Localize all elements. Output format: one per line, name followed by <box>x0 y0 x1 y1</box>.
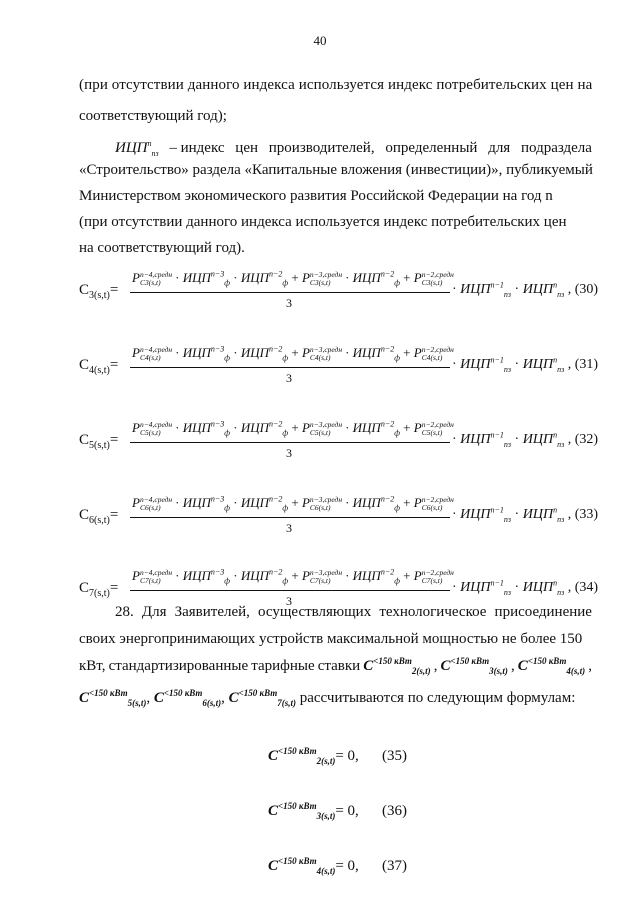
word: осуществляющих <box>258 604 372 620</box>
word: тарифные <box>251 658 315 674</box>
equation-37 <box>268 858 359 875</box>
icp-pz-symbol: $ИЦП^n_{пз}$ <box>115 139 159 158</box>
formula-denominator: 3 <box>286 521 292 535</box>
paragraph-line: своих энергопринимающих устройств максимальной мощностью не более 150 <box>79 631 583 647</box>
formula-tail: · $ИЦП^{n-1}_{пз} \cdot ИЦП^n_{пз}$ , (34) <box>452 578 599 597</box>
formula-lhs: $C_{3(s,t)}=$ <box>79 282 119 301</box>
rate-symbol: $C^{<150 кВт}_{6(s,t)}$ <box>153 688 222 708</box>
word: кВт, <box>79 658 106 674</box>
paragraph-line: Министерством экономического развития Российской Федерации на год n <box>79 188 553 204</box>
formula-number: (30) <box>574 282 599 297</box>
paragraph-28-line3: кВт, стандартизированные тарифные ставки $C^{<150 кВт}_{2(s,t)}$ , $C^{<150 кВт}_{3(s,t)}$ , $C^{<150 кВт}_{4(s,t)}$ , <box>79 656 592 676</box>
formula-denominator: 3 <box>286 594 292 608</box>
word: стандартизированные <box>108 658 249 674</box>
formula-lhs: $C_{7(s,t)}=$ <box>79 580 119 599</box>
word: Для <box>141 604 167 620</box>
fraction-bar <box>130 590 450 591</box>
formula-numerator: P n−4,средн C4(s,t) · $ИЦП^{n-3}_ф \cdot ИЦП^{n-2}_ф + P$ n−3,средн C4(s,t) · $ИЦП^{n-2}_ф + P$ n−2,средн C4(s,t) <box>132 344 454 363</box>
paragraph-28-line1 <box>115 604 592 621</box>
equation-36 <box>268 803 359 820</box>
word: присоединение <box>494 604 592 620</box>
formula-lhs: $C_{5(s,t)}=$ <box>79 432 119 451</box>
paragraph-line: соответствующий год); <box>79 108 227 124</box>
paragraph-line: на соответствующий год). <box>79 240 245 256</box>
formula-lhs: $C_{4(s,t)}=$ <box>79 357 119 376</box>
paragraph-line: «Строительство» раздела «Капитальные вложения (инвестиции)», публикуемый <box>79 162 593 178</box>
rate-symbol: $C^{<150 кВт}_{3(s,t)}$ <box>440 656 508 676</box>
rate-symbol: $C^{<150 кВт}_{2(s,t)}$ <box>268 746 336 766</box>
formula-tail: · $ИЦП^{n-1}_{пз} \cdot ИЦП^n_{пз}$ , (31) <box>452 355 599 374</box>
word: для <box>488 140 511 156</box>
word: определенный <box>385 140 478 156</box>
fraction-bar <box>130 442 450 443</box>
fraction-bar <box>130 367 450 368</box>
formula-denominator: 3 <box>286 371 292 385</box>
formula-number: (34) <box>574 580 599 595</box>
rate-symbol: $C^{<150 кВт}_{4(s,t)}$ <box>517 656 586 676</box>
rate-symbol: $C^{<150 кВт}_{3(s,t)}$ <box>268 801 336 821</box>
formula-lhs: $C_{6(s,t)}=$ <box>79 507 119 526</box>
formula-denominator: 3 <box>286 446 292 460</box>
rate-symbol: $C^{<150 кВт}_{7(s,t)}$ <box>228 688 296 708</box>
word: технологическое <box>379 604 487 620</box>
rate-symbol: $C^{<150 кВт}_{2(s,t)}$ <box>363 656 431 676</box>
rate-symbol: $C^{<150 кВт}_{5(s,t)}$ <box>79 688 147 708</box>
formula-numerator: P n−4,средн C3(s,t) · $ИЦП^{n-3}_ф \cdot ИЦП^{n-2}_ф + P$ n−3,средн C3(s,t) · $ИЦП^{n-2}_ф + P$ n−2,средн C3(s,t) <box>132 269 454 288</box>
word: Заявителей, <box>174 604 250 620</box>
fraction-bar <box>130 517 450 518</box>
paragraph-line: (при отсутствии данного индекса используется индекс потребительских цен <box>79 214 567 230</box>
equation-value: = 0, <box>335 748 359 764</box>
word: производителей, <box>268 140 375 156</box>
formula-tail: · $ИЦП^{n-1}_{пз} \cdot ИЦП^n_{пз}$ , (32) <box>452 430 599 449</box>
formula-numerator: P n−4,средн C7(s,t) · $ИЦП^{n-3}_ф \cdot ИЦП^{n-2}_ф + P$ n−3,средн C7(s,t) · $ИЦП^{n-2}_ф + P$ n−2,средн C7(s,t) <box>132 567 454 586</box>
equation-value: = 0, <box>335 858 359 874</box>
formula-number: (33) <box>574 507 599 522</box>
rate-symbol: $C^{<150 кВт}_{4(s,t)}$ <box>268 856 336 876</box>
definition-line <box>115 140 592 157</box>
formula-tail: · $ИЦП^{n-1}_{пз} \cdot ИЦП^n_{пз}$ , (33) <box>452 505 599 524</box>
paragraph-line: (при отсутствии данного индекса используется индекс потребительских цен на <box>79 77 593 93</box>
paragraph-text: рассчитываются по следующим формулам: <box>299 690 576 706</box>
word: ставки <box>317 658 361 674</box>
equation-35 <box>268 748 359 765</box>
fraction-bar <box>130 292 450 293</box>
page-number: 40 <box>313 33 327 48</box>
paragraph-28-line4: $C^{<150 кВт}_{5(s,t)}$, $C^{<150 кВт}_{6(s,t)}$, $C^{<150 кВт}_{7(s,t)}$ рассчитываются по следующим формулам: <box>79 688 576 708</box>
formula-number: (32) <box>574 432 599 447</box>
equation-number: (35) <box>382 748 407 764</box>
formula-denominator: 3 <box>286 296 292 310</box>
word: – индекс <box>169 140 225 156</box>
formula-numerator: P n−4,средн C6(s,t) · $ИЦП^{n-3}_ф \cdot ИЦП^{n-2}_ф + P$ n−3,средн C6(s,t) · $ИЦП^{n-2}_ф + P$ n−2,средн C6(s,t) <box>132 494 454 513</box>
word: цен <box>235 140 259 156</box>
formula-numerator: P n−4,средн C5(s,t) · $ИЦП^{n-3}_ф \cdot ИЦП^{n-2}_ф + P$ n−3,средн C5(s,t) · $ИЦП^{n-2}_ф + P$ n−2,средн C5(s,t) <box>132 419 454 438</box>
word: подраздела <box>520 140 592 156</box>
equation-number: (36) <box>382 803 407 819</box>
equation-number: (37) <box>382 858 407 874</box>
word: 28. <box>115 604 134 620</box>
formula-tail: · $ИЦП^{n-1}_{пз} \cdot ИЦП^n_{пз}$ , (30) <box>452 280 599 299</box>
equation-value: = 0, <box>335 803 359 819</box>
formula-number: (31) <box>574 357 599 372</box>
